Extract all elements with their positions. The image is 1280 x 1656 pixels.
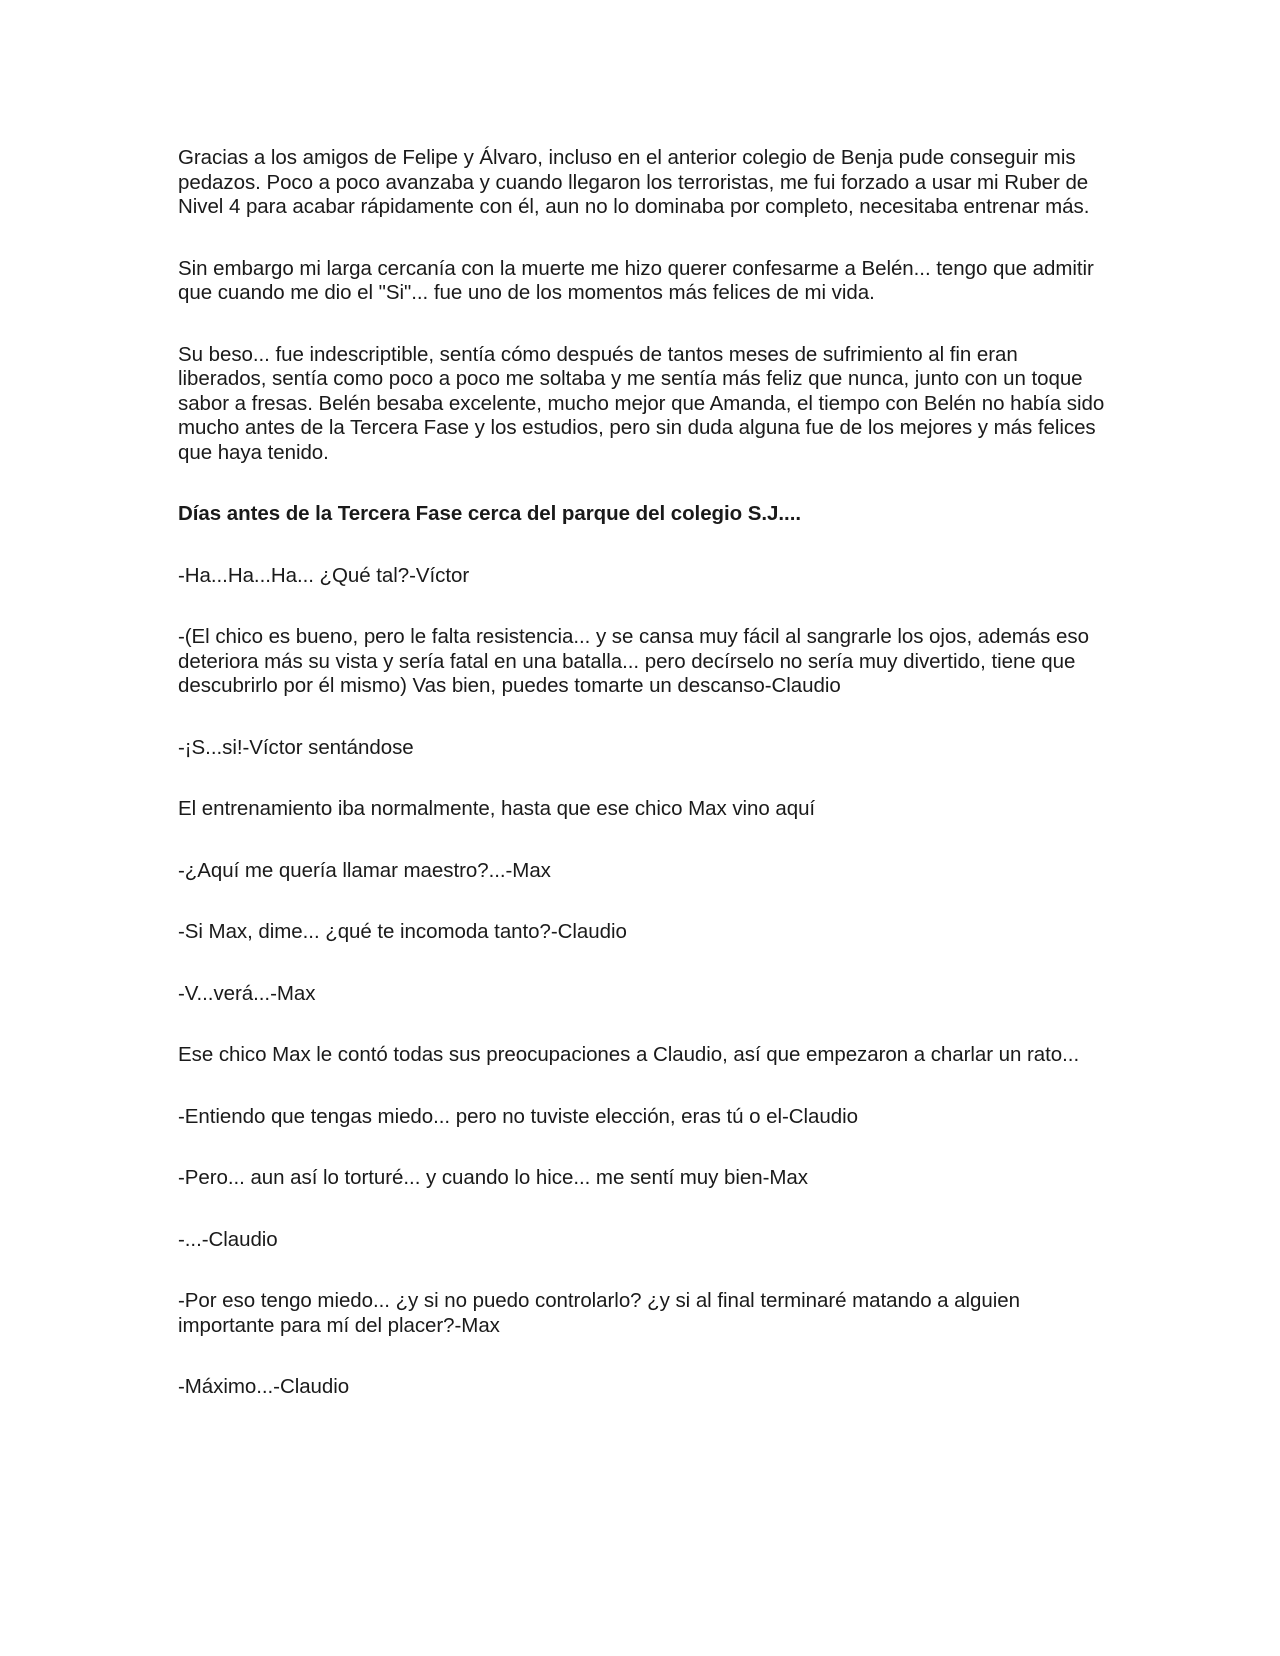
- paragraph-1: Gracias a los amigos de Felipe y Álvaro, incluso en el anterior colegio de Benja pude conseguir mis pedazos. Poco a poco avanzaba y cuando llegaron los terroristas, me fui forzado a usar mi Ruber de Nivel 4 para acabar rápidamente con él, aun no lo dominaba por completo, necesitaba entrenar más.: [178, 146, 1090, 218]
- dialogue-line: -Si Max, dime... ¿qué te incomoda tanto?-Claudio: [178, 920, 627, 943]
- dialogue-line: -Ha...Ha...Ha... ¿Qué tal?-Víctor: [178, 563, 470, 587]
- paragraph-2: Sin embargo mi larga cercanía con la muerte me hizo querer confesarme a Belén... tengo que admitir que cuando me dio el "Si"... fue uno de los momentos más felices de mi vida.: [178, 256, 1094, 304]
- dialogue-line: -(El chico es bueno, pero le falta resistencia... y se cansa muy fácil al sangrarle los ojos, además eso deteriora más su vista y sería fatal en una batalla... pero decírselo no sería muy divertido, tiene que descubrirlo por él mismo) Vas bien, puedes tomarte un descanso-Claudio: [178, 625, 1089, 697]
- scene-heading: Días antes de la Tercera Fase cerca del parque del colegio S.J....: [178, 502, 801, 525]
- dialogue-line: -Pero... aun así lo torturé... y cuando lo hice... me sentí muy bien-Max: [178, 1166, 808, 1189]
- dialogue-line: -V...verá...-Max: [178, 981, 316, 1005]
- dialogue-line: -Por eso tengo miedo... ¿y si no puedo controlarlo? ¿y si al final terminaré matando a alguien importante para mí del placer?-Max: [178, 1289, 1020, 1337]
- dialogue-line: -Entiendo que tengas miedo... pero no tuviste elección, eras tú o el-Claudio: [178, 1104, 858, 1128]
- narration-line: Ese chico Max le contó todas sus preocupaciones a Claudio, así que empezaron a charlar un rato...: [178, 1043, 1080, 1066]
- dialogue-line: -¡S...si!-Víctor sentándose: [178, 735, 414, 759]
- dialogue-line: -¿Aquí me quería llamar maestro?...-Max: [178, 858, 551, 882]
- paragraph-3: Su beso... fue indescriptible, sentía cómo después de tantos meses de sufrimiento al fin eran liberados, sentía como poco a poco me soltaba y me sentía más feliz que nunca, junto con un toque sabor a fresas. Belén besaba excelente, mucho mejor que Amanda, el tiempo con Belén no había sido mucho antes de la Tercera Fase y los estudios, pero sin duda alguna fue de los mejores y más felices que haya tenido.: [178, 342, 1105, 464]
- dialogue-line: -Máximo...-Claudio: [178, 1375, 350, 1398]
- narration-line: El entrenamiento iba normalmente, hasta que ese chico Max vino aquí: [178, 797, 816, 820]
- document-body: [178, 146, 1108, 1437]
- dialogue-line: -...-Claudio: [178, 1227, 278, 1251]
